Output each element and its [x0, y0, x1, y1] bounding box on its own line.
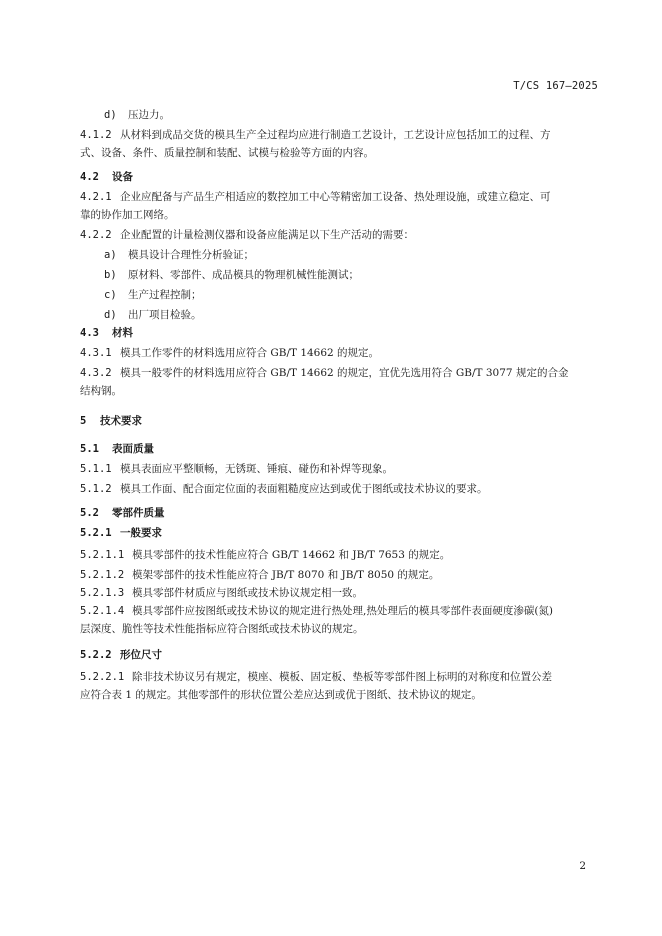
clause-5-1-1 [80, 462, 393, 476]
clause-text: 模具零部件材质应与图纸或技术协议规定相一致。 [132, 587, 363, 599]
item-label: b) [104, 269, 117, 281]
list-item-c [104, 288, 202, 302]
clause-text: 企业配置的计量检测仪器和设备应能满足以下生产活动的需要： [120, 229, 414, 241]
subsection-title: 一般要求 [120, 527, 162, 539]
clause-text: 模具零部件的技术性能应符合 GB/T 14662 和 JB/T 7653 的规定。 [132, 549, 451, 561]
section-4-3-heading [80, 326, 133, 340]
subsection-5-2-2-heading [80, 648, 162, 662]
clause-number: 5.2.1.4 [80, 605, 125, 617]
clause-text: 靠的协作加工网络。 [80, 209, 175, 221]
clause-text: 模具工作面、配合面定位面的表面粗糙度应达到或优于图纸或技术协议的要求。 [120, 483, 488, 495]
item-label: c) [104, 289, 117, 301]
clause-text: 层深度、脆性等技术性能指标应符合图纸或技术协议的规定。 [80, 623, 364, 635]
section-number: 4.3 [80, 327, 99, 339]
clause-text: 模具一般零件的材料选用应符合 GB/T 14662 的规定，宜优先选用符合 GB/T 3077 规定的合金 [120, 367, 569, 379]
section-4-2-heading [80, 170, 133, 184]
section-title: 表面质量 [112, 443, 154, 455]
section-number: 5.2 [80, 507, 99, 519]
subsection-5-2-1-heading [80, 526, 162, 540]
clause-4-3-2 [80, 366, 568, 380]
clause-5-2-1-4 [80, 604, 553, 618]
section-5-2-heading [80, 506, 165, 520]
clause-text: 模具表面应平整顺畅，无锈斑、锤痕、碰伤和补焊等现象。 [120, 463, 393, 475]
section-title: 设备 [112, 171, 133, 183]
subsection-number: 5.2.1 [80, 527, 112, 539]
clause-number: 4.2.2 [80, 229, 112, 241]
clause-4-3-2-continued [80, 384, 122, 398]
clause-5-2-1-4-continued [80, 622, 364, 636]
item-label: d) [104, 109, 117, 121]
item-text: 模具设计合理性分析验证； [128, 249, 254, 261]
clause-text: 结构钢。 [80, 385, 122, 397]
clause-text: 企业应配备与产品生产相适应的数控加工中心等精密加工设备、热处理设施，或建立稳定、可 [120, 191, 551, 203]
clause-number: 5.1.1 [80, 463, 112, 475]
clause-4-3-1 [80, 346, 379, 360]
clause-number: 4.3.1 [80, 347, 112, 359]
clause-text: 应符合表 1 的规定。其他零部件的形状位置公差应达到或优于图纸、技术协议的规定。 [80, 689, 482, 701]
clause-text: 除非技术协议另有规定，模座、模板、固定板、垫板等零部件图上标明的对称度和位置公差 [132, 671, 552, 683]
clause-number: 5.2.2.1 [80, 671, 125, 683]
list-item-a [104, 248, 254, 262]
clause-4-1-2 [80, 128, 551, 142]
list-item-d [104, 308, 202, 322]
chapter-number: 5 [80, 415, 87, 427]
clause-5-1-2 [80, 482, 488, 496]
clause-number: 5.2.1.1 [80, 549, 125, 561]
section-5-1-heading [80, 442, 154, 456]
chapter-title: 技术要求 [100, 415, 142, 427]
section-number: 4.2 [80, 171, 99, 183]
clause-text: 模架零部件的技术性能应符合 JB/T 8070 和 JB/T 8050 的规定。 [132, 569, 440, 581]
item-text: 原材料、零部件、成品模具的物理机械性能测试； [128, 269, 359, 281]
section-number: 5.1 [80, 443, 99, 455]
clause-number: 4.1.2 [80, 129, 112, 141]
item-label: a) [104, 249, 117, 261]
item-label: d) [104, 309, 117, 321]
clause-4-2-1 [80, 190, 551, 204]
clause-number: 4.2.1 [80, 191, 112, 203]
subsection-title: 形位尺寸 [120, 649, 162, 661]
subsection-number: 5.2.2 [80, 649, 112, 661]
clause-5-2-2-1 [80, 670, 552, 684]
item-text: 生产过程控制； [128, 289, 202, 301]
document-header-id: T/CS 167—2025 [513, 80, 598, 92]
item-text: 出厂项目检验。 [128, 309, 202, 321]
clause-number: 5.2.1.2 [80, 569, 125, 581]
section-title: 材料 [112, 327, 133, 339]
clause-text: 从材料到成品交货的模具生产全过程均应进行制造工艺设计，工艺设计应包括加工的过程、方 [120, 129, 551, 141]
clause-number: 4.3.2 [80, 367, 112, 379]
clause-text: 模具工作零件的材料选用应符合 GB/T 14662 的规定。 [120, 347, 380, 359]
list-item-b [104, 268, 359, 282]
clause-5-2-2-1-continued [80, 688, 482, 702]
clause-number: 5.1.2 [80, 483, 112, 495]
chapter-5-heading [80, 414, 142, 428]
clause-text: 式、设备、条件、质量控制和装配、试模与检验等方面的内容。 [80, 147, 374, 159]
clause-5-2-1-3 [80, 586, 363, 600]
clause-4-1-2-continued [80, 146, 374, 160]
list-item-d-press-force [104, 108, 170, 122]
clause-4-2-2 [80, 228, 414, 242]
clause-4-2-1-continued [80, 208, 175, 222]
page-number: 2 [579, 860, 586, 872]
section-title: 零部件质量 [112, 507, 165, 519]
clause-number: 5.2.1.3 [80, 587, 125, 599]
clause-5-2-1-2 [80, 568, 439, 582]
clause-5-2-1-1 [80, 548, 450, 562]
item-text: 压边力。 [128, 109, 170, 121]
clause-text: 模具零部件应按图纸或技术协议的规定进行热处理,热处理后的模具零部件表面硬度渗碳(氮) [132, 605, 554, 617]
